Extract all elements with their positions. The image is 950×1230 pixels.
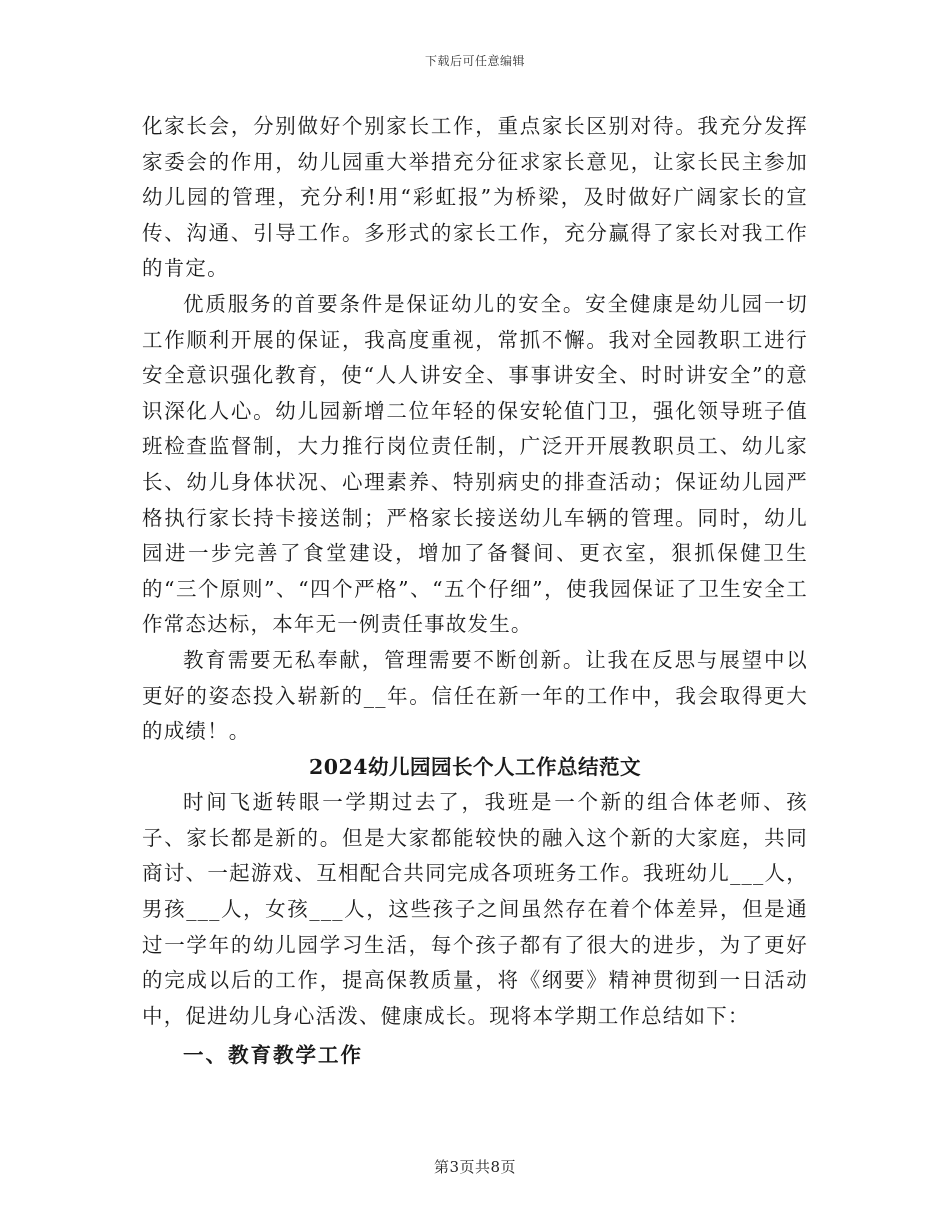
paragraph-safety: 优质服务的首要条件是保证幼儿的安全。安全健康是幼儿园一切工作顺利开展的保证，我高度重视，常抓不懈。我对全园教职工进行安全意识强化教育，使“人人讲安全、事事讲安全、时时讲安全”的意识深化人心。幼儿园新增二位年轻的保安轮值门卫，强化领导班子值班检查监督制，大力推行岗位责任制，广泛开开展教职员工、幼儿家长、幼儿身体状况、心理素养、特别病史的排查活动；保证幼儿园严格执行家长持卡接送制；严格家长接送幼儿车辆的管理。同时，幼儿园进一步完善了食堂建设，增加了备餐间、更衣室，狠抓保健卫生的“三个原则”、“四个严格”、“五个仔细”，使我园保证了卫生安全工作常态达标，本年无一例责任事故发生。	[142, 291, 808, 637]
document-body	[142, 109, 808, 1074]
section-heading: 一、教育教学工作	[183, 1043, 363, 1068]
page-number: 第3页共8页	[433, 1158, 517, 1176]
page-header: 下载后可任意编辑	[424, 54, 525, 68]
paragraph-intro: 时间飞逝转眼一学期过去了，我班是一个新的组合体老师、孩子、家长都是新的。但是大家都能较快的融入这个新的大家庭，共同商讨、一起游戏、互相配合共同完成各项班务工作。我班幼儿___人，男孩___人，女孩___人，这些孩子之间虽然存在着个体差异，但是通过一学年的幼儿园学习生活，每个孩子都有了很大的进步，为了更好的完成以后的工作，提高保教质量，将《纲要》精神贯彻到一日活动中，促进幼儿身心活泼、健康成长。现将本学期工作总结如下：	[142, 790, 808, 1028]
document-title: 2024幼儿园园长个人工作总结范文	[308, 754, 642, 779]
paragraph-parent-work: 化家长会，分别做好个别家长工作，重点家长区别对待。我充分发挥家委会的作用，幼儿园重大举措充分征求家长意见，让家长民主参加幼儿园的管理，充分利!用“彩虹报”为桥梁，及时做好广阔家长的宣传、沟通、引导工作。多形式的家长工作，充分赢得了家长对我工作的肯定。	[142, 114, 808, 281]
paragraph-closing: 教育需要无私奉献，管理需要不断创新。让我在反思与展望中以更好的姿态投入崭新的__年。信任在新一年的工作中，我会取得更大的成绩！。	[142, 647, 808, 744]
